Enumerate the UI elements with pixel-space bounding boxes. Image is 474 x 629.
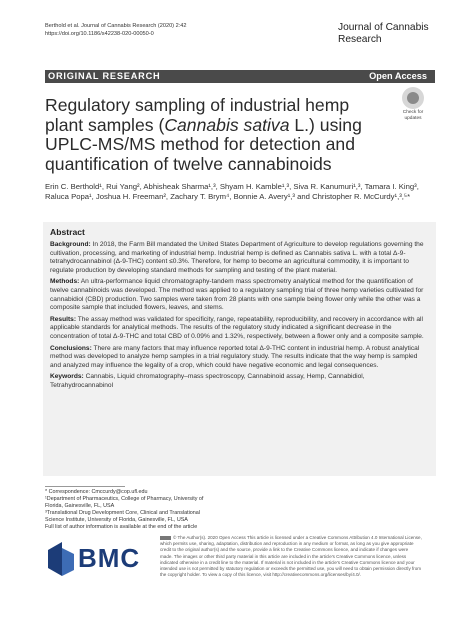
doi-link[interactable]: https://doi.org/10.1186/s42238-020-00050-0: [45, 30, 154, 37]
authors-line: Raluca Popa¹, Joshua H. Freeman², Zachary T. Brym⁴, Bonnie A. Avery¹,³ and Christopher R. McCurdy¹,³,⁵*: [45, 192, 411, 202]
bmc-logo-text: BMC: [78, 543, 141, 573]
abstract-conclusions: [50, 345, 429, 371]
footnotes: [45, 489, 215, 532]
abstract-background: [50, 241, 429, 275]
license-text: © The Author(s). 2020 Open Access This article is licensed under a Creative Commons Attribution 4.0 International License, which permits use, sharing, adaptation, distribution and reproduction in any medium or format, as long as you give appropriate credit to the original author(s) and the source, provide a link to the Creative Commons licence, and indicate if changes were made. The images or other third party material in this article are included in the article's Creative Commons licence, unless indicated otherwise in a credit line to the material. If material is not included in the article's Creative Commons licence and your intended use is not permitted by statutory regulation or exceeds the permitted use, you will need to obtain permission directly from the copyright holder. To view a copy of this licence, visit http://creativecommons.org/licenses/by/4.0/.: [160, 535, 422, 578]
open-access-label: Open Access: [369, 71, 427, 81]
abstract-heading: Abstract: [50, 227, 85, 237]
journal-name-line: Journal of Cannabis: [338, 22, 429, 33]
abstract-box: [43, 222, 436, 476]
section-banner: [45, 70, 435, 83]
title-line: quantification of twelve cannabinoids: [45, 153, 332, 174]
section-text: Cannabis, Liquid chromatography–mass spectroscopy, Cannabinoid assay, Hemp, Cannabidiol, Tetrahydrocannabinol: [50, 373, 365, 389]
correspondence-email[interactable]: * Correspondence: Cmccurdy@cop.ufl.edu: [45, 489, 148, 495]
license-notice: [160, 535, 422, 578]
section-text: In 2018, the Farm Bill mandated the United States Department of Agriculture to develop regulations governing the cultivation, processing, and marketing of industrial hemp. Industrial hemp is defined as Cannabis sativa L. with a total Δ-9-tetrahydrocannabinol (Δ-9-THC) content ≤0.3%. Therefore, for hemp to become an agricultural commodity, it is important to regulate production by developing standard methods for sampling and testing of the plant material.: [50, 241, 424, 274]
title-species-italic: Cannabis sativa: [164, 114, 290, 135]
section-label: Keywords:: [50, 373, 84, 381]
section-text: There are many factors that may influence reported total Δ-9-THC content in industrial hemp. A robust analytical method was developed to analyze hemp samples in a trial regulatory study. The results indicate that the way hemp is sampled and analyzed may influence the legality of a crop, which could have negative economic and legal consequences.: [50, 344, 420, 369]
section-text: The assay method was validated for specificity, range, repeatability, reproducibility, and recovery in accordance with all applicable standards for analytical methods. The results of the regulatory study indicated a significant decrease in the concentration of total Δ-9-THC and total CBD of 0.09% and 1.32%, respectively, between a flower only and a composite sample.: [50, 315, 424, 340]
title-line: [45, 116, 390, 136]
bmc-logo: [48, 540, 156, 578]
section-label: Conclusions:: [50, 344, 92, 352]
check-for-updates-badge[interactable]: [396, 87, 430, 123]
journal-name-line: Research: [338, 33, 382, 45]
title-fragment: plant samples (: [45, 114, 165, 135]
section-label: Results:: [50, 315, 77, 323]
abstract-keywords: [50, 373, 429, 390]
bmc-logo-icon: [48, 542, 76, 576]
author-list: [45, 182, 435, 203]
article-title: [45, 96, 390, 174]
affiliation: ³Translational Drug Development Core, Clinical and Translational Science Institute, University of Florida, Gainesville, FL, USA: [45, 510, 201, 524]
badge-label: [396, 110, 430, 121]
badge-line: Check for: [402, 110, 424, 115]
author-info-note: Full list of author information is available at the end of the article: [45, 524, 198, 531]
section-label: Methods:: [50, 278, 80, 286]
citation-header: [45, 23, 305, 38]
section-label: Background:: [50, 241, 91, 248]
section-text: An ultra-performance liquid chromatography-tandem mass spectrometry analytical method for the quantification of twelve cannabinoids was developed. The method was applied to a regulatory sampling trial of three hemp varieties cultivated for cannabidiol (CBD) production. Two samples were taken from 28 plants with one sample being flower only while the other was a composite sample that included flowers, leaves, and stems.: [50, 278, 424, 312]
badge-line: updates: [404, 115, 422, 121]
updates-icon: [402, 87, 424, 109]
title-line: Regulatory sampling of industrial hemp: [45, 95, 350, 115]
title-fragment: L.) using: [289, 114, 362, 135]
abstract-results: [50, 316, 429, 342]
footnote-divider: [45, 486, 125, 487]
abstract-methods: [50, 278, 429, 312]
title-line: UPLC-MS/MS method for detection and: [45, 134, 355, 155]
authors-line: Erin C. Berthold¹, Rui Yang², Abhisheak Sharma¹,³, Shyam H. Kamble¹,³, Siva R. Kanumuri¹,³, Tamara I. King³,: [45, 182, 419, 191]
affiliation: ¹Department of Pharmaceutics, College of Pharmacy, University of Florida, Gainesville, FL, USA: [45, 496, 204, 510]
section-label: ORIGINAL RESEARCH: [48, 71, 161, 81]
journal-name: [338, 22, 458, 45]
creative-commons-icon: [160, 536, 171, 541]
citation-line: Berthold et al. Journal of Cannabis Research (2020) 2:42: [45, 23, 187, 29]
